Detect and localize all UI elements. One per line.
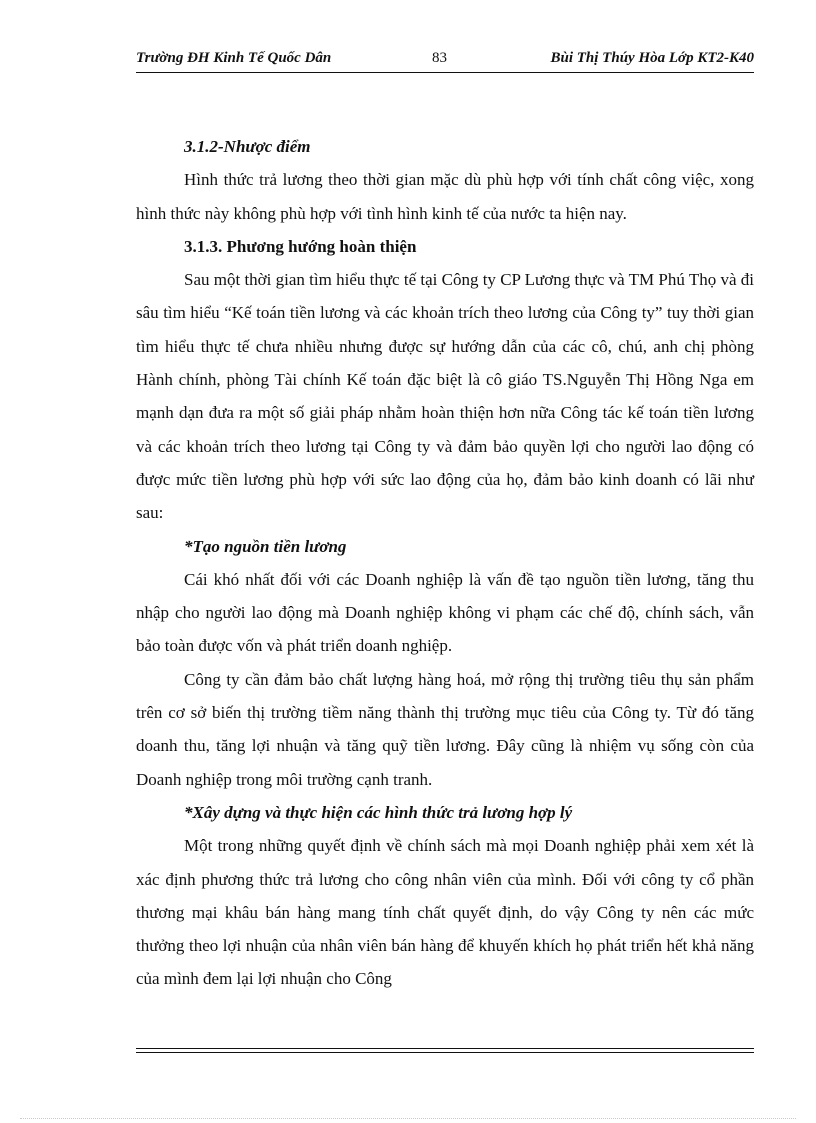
subheading-pay-forms: *Xây dựng và thực hiện các hình thức trả lương hợp lý xyxy=(184,802,573,822)
header-school: Trường ĐH Kinh Tế Quốc Dân xyxy=(136,50,332,66)
paragraph: Hình thức trả lương theo thời gian mặc dù phù hợp với tính chất công việc, xong hình thức này không phù hợp với tình hình kinh tế của nước ta hiện nay. xyxy=(136,170,754,223)
page-edge-dots xyxy=(20,1118,796,1119)
page-header xyxy=(136,46,754,72)
footer-rule xyxy=(136,1048,754,1049)
section-heading-direction: 3.1.3. Phương hướng hoàn thiện xyxy=(184,236,417,256)
header-rule xyxy=(136,72,754,73)
paragraph: Một trong những quyết định về chính sách mà mọi Doanh nghiệp phải xem xét là xác định phương thức trả lương cho công nhân viên của mình. Đối với công ty cổ phần thương mại khâu bán hàng mang tính chất quyết định, do vậy Công ty nên các mức thưởng theo lợi nhuận của nhân viên bán hàng để khuyến khích họ phát triển hết khả năng của mình đem lại lợi nhuận cho Công xyxy=(136,836,754,989)
paragraph: Công ty cần đảm bảo chất lượng hàng hoá, mở rộng thị trường tiêu thụ sản phẩm trên cơ sở biến thị trường tiềm năng thành thị trường mục tiêu của Công ty. Từ đó tăng doanh thu, tăng lợi nhuận và tăng quỹ tiền lương. Đây cũng là nhiệm vụ sống còn của Doanh nghiệp trong môi trường cạnh tranh. xyxy=(136,669,754,789)
paragraph: Cái khó nhất đối với các Doanh nghiệp là vấn đề tạo nguồn tiền lương, tăng thu nhập cho người lao động mà Doanh nghiệp không vi phạm các chế độ, chính sách, vẫn bảo toàn được vốn và phát triển doanh nghiệp. xyxy=(136,569,754,656)
section-heading-disadvantages: 3.1.2-Nhược điểm xyxy=(184,137,311,156)
footer-rule xyxy=(136,1052,754,1053)
paragraph: Sau một thời gian tìm hiểu thực tế tại Công ty CP Lương thực và TM Phú Thọ và đi sâu tìm hiểu “Kế toán tiền lương và các khoản trích theo lương của Công ty” tuy thời gian tìm hiểu thực tế chưa nhiều nhưng được sự hướng dẫn của các cô, chú, anh chị phòng Hành chính, phòng Tài chính Kế toán đặc biệt là cô giáo TS.Nguyễn Thị Hồng Nga em mạnh dạn đưa ra một số giải pháp nhằm hoàn thiện hơn nữa Công tác kế toán tiền lương và các khoản trích theo lương tại Công ty và đảm bảo quyền lợi cho người lao động có được mức tiền lương phù hợp với sức lao động của họ, đảm bảo kinh doanh có lãi như sau: xyxy=(136,270,754,523)
subheading-salary-source: *Tạo nguồn tiền lương xyxy=(184,536,347,556)
document-body xyxy=(136,130,754,996)
page-number: 83 xyxy=(432,50,447,66)
header-author: Bùi Thị Thúy Hòa Lớp KT2-K40 xyxy=(550,50,754,66)
